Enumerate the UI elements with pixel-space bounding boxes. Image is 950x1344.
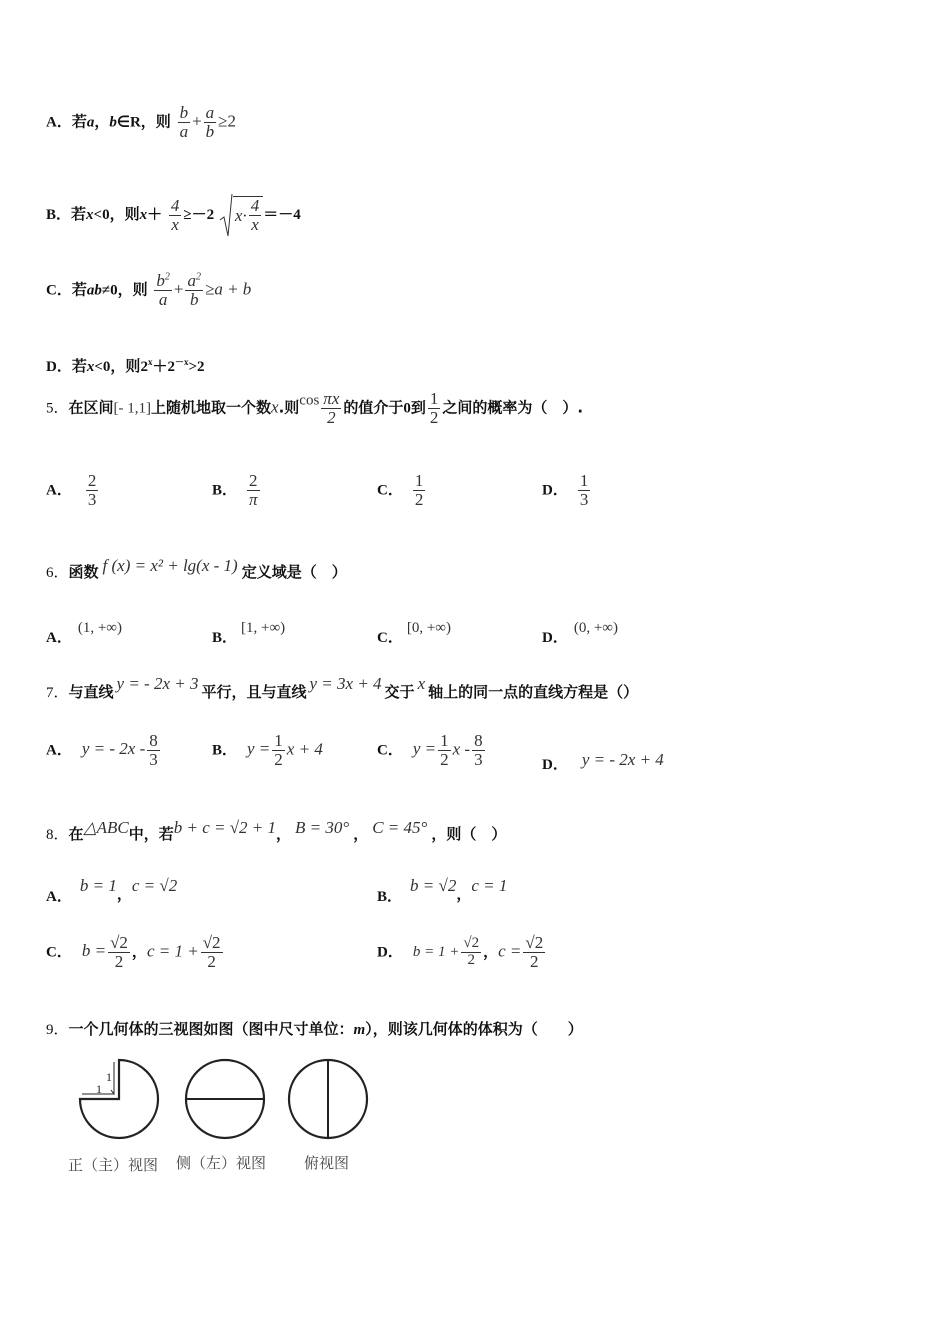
option-label: A． [46,889,72,905]
text: 到 [410,398,426,417]
fraction: $\frac{2}{3}$ [87,471,97,509]
q4-option-c[interactable] [46,272,251,309]
q8-stem [46,818,506,844]
var: b [109,114,117,131]
text: 若 [71,205,87,223]
front-view [80,1060,158,1138]
expr: y = [412,739,437,759]
text: 与直线 [68,683,114,701]
question-number: 6． [46,565,69,581]
q4-option-d[interactable] [46,355,205,376]
text: .则 [278,398,300,417]
text: ， [353,825,369,843]
q7-option-a[interactable] [46,732,162,769]
option-label: A． [46,630,72,646]
question-number: 7． [46,685,69,701]
option-label: B． [212,482,238,499]
text: 函数 [68,563,99,581]
caption-side-view: 侧（左）视图 [176,1154,267,1172]
text: ， [483,942,499,961]
option-label: A． [46,114,72,131]
radical-sign [219,192,233,238]
text: 在区间 [68,398,114,417]
option-value: [0, +∞) [406,620,451,636]
var: ab [86,282,102,299]
dimension-label-horizontal: 1 [96,1082,102,1096]
text: 之间的概率为（ ）. [442,398,584,417]
option-value: (1, +∞) [77,620,122,636]
number: 0 [403,400,411,417]
fraction: $\frac{√2}{2}$ [110,933,128,971]
text: <0 [93,207,110,223]
q6-stem [46,556,347,582]
q5-stem [46,390,583,427]
expr: c = 1 + [146,941,199,961]
fraction: $\frac{b^2}{a}$ [156,271,170,309]
text: 定义域是（ ） [241,563,347,581]
fraction: $\frac{√2}{2}$ [463,935,480,968]
fraction: $\frac{8}{3}$ [474,731,483,769]
question-number: 9． [46,1022,69,1038]
text: 交于 [384,683,415,701]
text: ， [276,825,292,843]
triangle: △ABC [83,818,129,837]
option-label: C． [46,944,72,961]
text: 若 [71,112,87,131]
text: 轴上的同一点的直线方程是（） [428,683,639,701]
caption-top-view: 俯视图 [304,1154,350,1172]
q5-option-c[interactable] [377,472,427,509]
q8-option-c[interactable] [46,934,225,971]
q4-option-b[interactable] [46,192,301,238]
q8-option-d[interactable] [377,934,547,971]
equals: ＝－4 [263,207,301,223]
q8-option-b[interactable] [377,876,507,906]
q5-option-b[interactable] [212,472,262,509]
caption-front-view: 正（主）视图 [68,1156,159,1174]
option-value: (0, +∞) [573,620,618,636]
text: ∈R [116,114,141,131]
expr: c = 1 [471,876,508,895]
q6-option-a[interactable] [46,618,122,647]
condition: B = 30° [295,818,350,837]
q6-option-c[interactable] [377,618,451,647]
interval: [- 1,1] [113,400,152,417]
question-number: 5． [46,400,69,417]
expr: b = √2 [410,876,457,895]
expr: b = [81,941,107,961]
fraction: $\frac{8}{3}$ [149,731,158,769]
fraction: $\frac{1}{2}$ [414,471,424,509]
text: 的值介于 [343,398,404,417]
fraction: $\frac{2}{\pi}$ [249,471,258,509]
expr: y = - 2x - [81,739,146,759]
fraction: $\frac{a^2}{b}$ [187,271,201,309]
fraction: $\frac{a}{b}$ [205,103,215,141]
text: ， [131,942,147,961]
option-label: C． [46,282,72,299]
option-label: D． [542,482,568,499]
option-label: D． [377,944,403,961]
expr: x + 4 [286,739,323,759]
expr: y = [247,739,271,759]
fraction: $\frac{1}{3}$ [579,471,589,509]
text: 上随机地取一个数 [151,398,272,417]
expr: b = 1 + [412,944,460,961]
cos: cos [299,392,320,409]
fraction: $\frac{1}{2}$ [429,389,439,427]
q8-option-a[interactable] [46,876,177,906]
option-label: B． [212,630,238,646]
top-view [289,1060,367,1138]
expr: b = 1 [79,876,117,895]
fraction: $\frac{1}{2}$ [274,731,283,769]
text: ，则 [140,112,171,131]
text: ），则该几何体的体积为（ ） [365,1020,583,1038]
var: x [139,207,148,223]
fraction: $\frac{b}{a}$ [179,103,189,141]
text: ，则 [109,205,140,223]
var: x [417,674,426,693]
option-label: D． [542,630,568,646]
dimension-label-vertical: 1 [106,1070,112,1084]
var: x [271,397,279,417]
question-number: 8． [46,827,69,843]
text: ， [456,885,472,903]
option-label: D． [46,359,72,375]
text: 中，若 [128,825,174,843]
text: ， [116,885,132,903]
unit: m [353,1022,366,1038]
q6-option-b[interactable] [212,618,285,647]
expr: ＋2 [152,359,175,375]
option-label: C． [377,630,403,646]
expr: y = - 2x + 4 [581,750,664,769]
text: ≠0 [101,282,118,299]
fraction: $\frac{\pi x}{2}$ [323,389,340,427]
fraction: $\frac{4}{x}$ [170,195,180,234]
expr: c = √2 [131,876,178,895]
text: ，则（ ） [431,825,507,843]
fraction: $\frac{√2}{2}$ [202,933,221,971]
q7-option-c[interactable] [377,732,487,769]
fraction: $\frac{√2}{2}$ [525,933,544,971]
exponent: x [147,357,153,367]
inequality: ≥－2 [183,207,215,223]
condition: b + c = √2 + 1 [173,818,277,837]
fraction: $\frac{1}{2}$ [440,731,449,769]
inequality: ≥a + b [204,279,252,299]
text: 在 [68,825,84,843]
side-view [186,1060,264,1138]
option-label: C． [377,482,403,499]
text: ，则 [117,280,148,299]
q6-option-d[interactable] [542,618,618,647]
expr: >2 [188,359,205,375]
option-label: B． [377,889,403,905]
plus: + [173,279,184,299]
exponent: －x [174,357,189,367]
q7-stem [46,674,638,702]
function-formula: f (x) = x² + lg(x - 1) [102,556,238,575]
expr: 2 [140,359,148,375]
plus: + [192,111,202,131]
expr: x - [452,739,471,759]
q7-option-d[interactable] [542,750,664,774]
text: ， [94,112,110,131]
q5-option-d[interactable] [542,472,592,509]
text: 一个几何体的三视图如图（图中尺寸单位： [68,1020,354,1038]
text: ，则 [110,357,141,375]
line-equation: y = 3x + 4 [309,674,382,693]
var: a [86,114,95,131]
var: x [86,207,94,223]
text: 若 [71,280,87,299]
var: x [86,359,95,375]
condition: C = 45° [372,818,428,837]
expr: c = [498,941,522,961]
q4-option-a[interactable] [46,104,236,141]
text: 平行，且与直线 [201,683,307,701]
line-equation: y = - 2x + 3 [116,674,199,693]
option-value: [1, +∞) [241,620,286,636]
sqrt: x· $\frac{4}{x}$ [219,192,263,238]
option-label: A． [46,742,72,759]
option-label: C． [377,742,403,759]
option-label: D． [542,757,568,773]
inequality: ≥2 [218,111,237,131]
q9-stem [46,1018,583,1039]
plus: ＋ [147,207,163,223]
q7-option-b[interactable] [212,732,323,769]
text: <0 [94,359,111,375]
option-label: B． [212,742,238,759]
text: 若 [71,357,87,375]
q5-option-a[interactable] [46,472,100,509]
option-label: B． [46,207,72,223]
option-label: A． [46,482,72,499]
